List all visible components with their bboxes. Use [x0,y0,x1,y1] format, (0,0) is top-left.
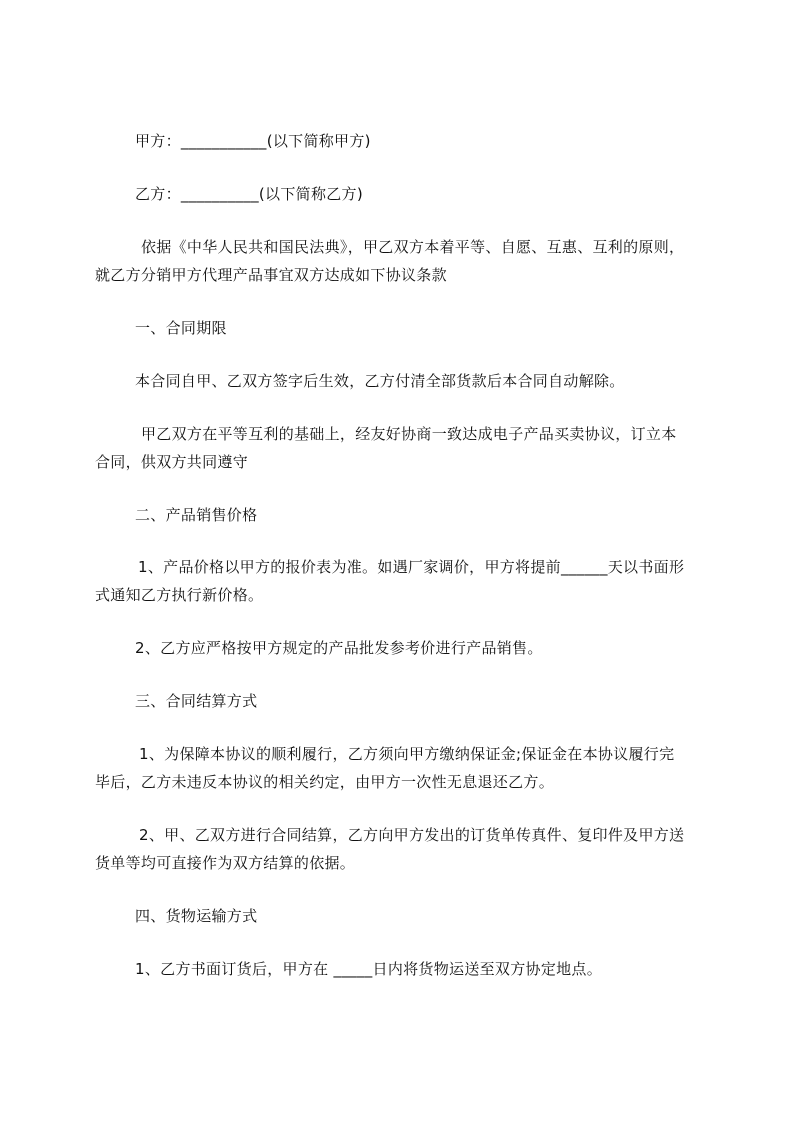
settlement-clause-2-line-1: 2、甲、乙双方进行合同结算，乙方向甲方发出的订货单传真件、复印件及甲方送 [139,826,685,844]
section-heading-settlement: 三、合同结算方式 [135,692,258,710]
term-paragraph: 本合同自甲、乙双方签字后生效，乙方付清全部货款后本合同自动解除。 [135,372,625,390]
price-clause-1-line-2: 式通知乙方执行新价格。 [95,586,264,604]
section-heading-price: 二、产品销售价格 [135,506,258,524]
section-heading-transport: 四、货物运输方式 [135,907,258,925]
settlement-clause-1-line-2: 毕后，乙方未违反本协议的相关约定，由甲方一次性无息退还乙方。 [95,773,555,791]
section-heading-term: 一、合同期限 [135,319,227,337]
transport-clause-1: 1、乙方书面订货后，甲方在 _____日内将货物运送至双方协定地点。 [135,960,603,978]
price-clause-1-line-1: 1、产品价格以甲方的报价表为准。如遇厂家调价，甲方将提前______天以书面形 [138,558,685,576]
preamble-line-1: 依据《中华人民共和国民法典》，甲乙双方本着平等、自愿、互惠、互利的原则， [141,238,685,256]
agreement-paragraph-line-2: 合同，供双方共同遵守 [95,453,249,471]
preamble-line-2: 就乙方分销甲方代理产品事宜双方达成如下协议条款 [95,266,447,284]
party-a-line: 甲方：___________(以下简称甲方) [135,132,371,150]
agreement-paragraph-line-1: 甲乙双方在平等互利的基础上，经友好协商一致达成电子产品买卖协议，订立本 [141,425,677,443]
party-b-line: 乙方：__________(以下简称乙方) [135,185,364,203]
settlement-clause-1-line-1: 1、为保障本协议的顺利履行，乙方须向甲方缴纳保证金;保证金在本协议履行完 [139,745,675,763]
settlement-clause-2-line-2: 货单等均可直接作为双方结算的依据。 [95,854,356,872]
price-clause-2: 2、乙方应严格按甲方规定的产品批发参考价进行产品销售。 [135,639,543,657]
